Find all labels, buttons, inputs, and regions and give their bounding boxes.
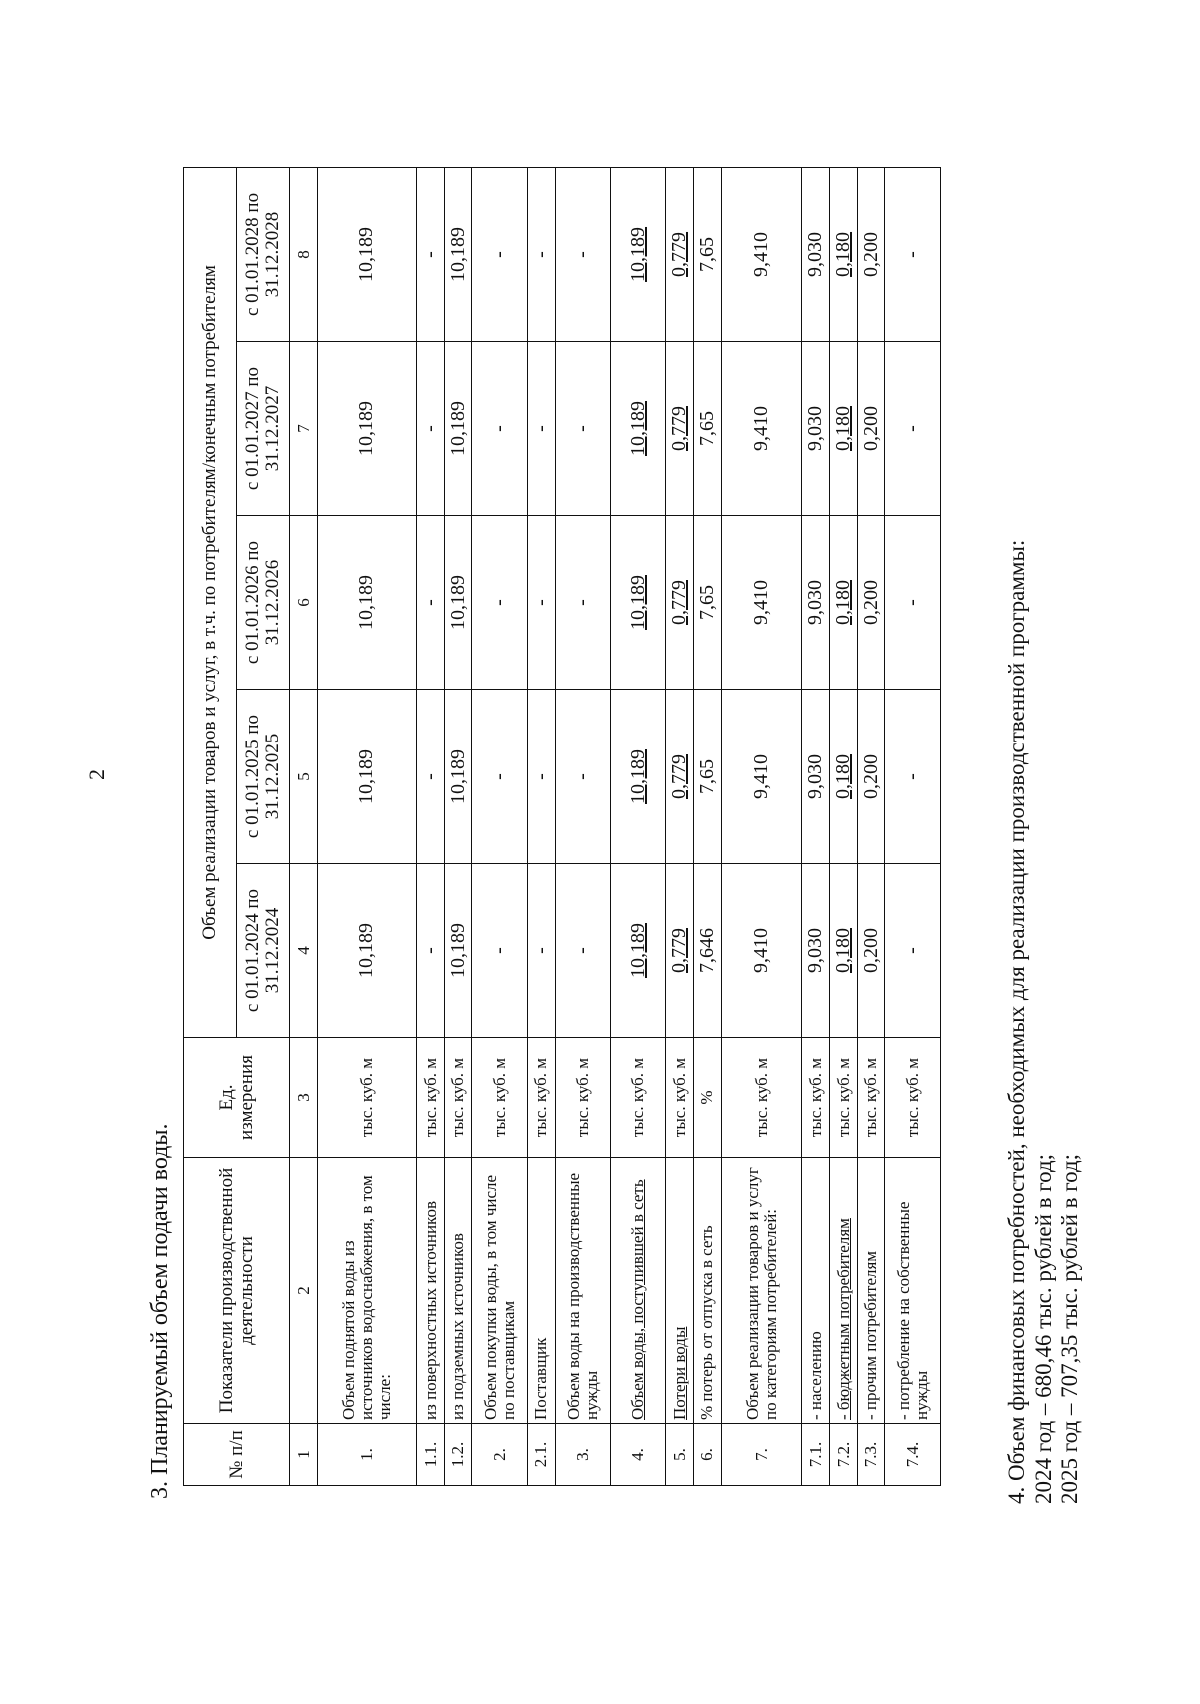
page-number: 2	[84, 769, 109, 780]
row-unit: тыс. куб. м	[885, 1038, 941, 1158]
column-number: 8	[290, 167, 318, 341]
row-value: 10,189	[317, 167, 416, 341]
row-value: 7,65	[693, 342, 721, 516]
row-value: 10,189	[444, 516, 472, 690]
row-value: -	[527, 342, 555, 516]
row-value: -	[417, 864, 445, 1038]
row-number: 7.3.	[857, 1424, 885, 1486]
row-value: 10,189	[444, 690, 472, 864]
row-value: 9,410	[721, 516, 802, 690]
column-number: 5	[290, 690, 318, 864]
row-value: -	[417, 342, 445, 516]
column-number: 6	[290, 516, 318, 690]
row-value: 0,180	[830, 167, 858, 341]
row-indicator: из подземных источников	[444, 1158, 472, 1424]
row-value: 9,410	[721, 690, 802, 864]
row-value: 7,646	[693, 864, 721, 1038]
row-number: 1.1.	[417, 1424, 445, 1486]
row-value: 9,410	[721, 342, 802, 516]
row-number: 3.	[555, 1424, 610, 1486]
row-value: 10,189	[317, 864, 416, 1038]
row-unit: тыс. куб. м	[444, 1038, 472, 1158]
row-unit: тыс. куб. м	[555, 1038, 610, 1158]
row-number: 7.4.	[885, 1424, 941, 1486]
header-row-1	[184, 167, 237, 1485]
row-unit: тыс. куб. м	[830, 1038, 858, 1158]
header-unit: Ед. измерения	[184, 1038, 290, 1158]
row-value: 9,410	[721, 864, 802, 1038]
row-value: -	[885, 167, 941, 341]
row-value: 10,189	[317, 342, 416, 516]
row-value: -	[527, 864, 555, 1038]
row-value: 0,180	[830, 690, 858, 864]
section-4	[1004, 540, 1084, 1504]
header-volume-group: Объем реализации товаров и услуг, в т.ч. по потребителям/конечным потребителям	[184, 167, 237, 1037]
row-value: 0,200	[857, 864, 885, 1038]
row-value: -	[885, 516, 941, 690]
row-value: 0,180	[830, 864, 858, 1038]
row-value: -	[527, 167, 555, 341]
row-unit: тыс. куб. м	[417, 1038, 445, 1158]
section-3-title: 3. Планируемый объем подачи воды.	[147, 1123, 173, 1499]
header-indicator: Показатели производственной деятельности	[184, 1158, 290, 1424]
row-value: 0,779	[666, 690, 694, 864]
row-value: 9,030	[802, 516, 830, 690]
table-row	[802, 167, 830, 1485]
row-value: 10,189	[444, 342, 472, 516]
header-period: с 01.01.2028 по 31.12.2028	[237, 167, 290, 341]
row-value: -	[885, 342, 941, 516]
table-row	[527, 167, 555, 1485]
row-value: -	[472, 167, 527, 341]
row-value: 9,030	[802, 167, 830, 341]
row-indicator: - прочим потребителям	[857, 1158, 885, 1424]
header-period: с 01.01.2027 по 31.12.2027	[237, 342, 290, 516]
table-row	[610, 167, 665, 1485]
row-value: 10,189	[317, 516, 416, 690]
row-value: -	[555, 516, 610, 690]
column-number: 4	[290, 864, 318, 1038]
header-period: с 01.01.2026 по 31.12.2026	[237, 516, 290, 690]
water-supply-table	[183, 167, 941, 1486]
financial-need-line: 2025 год – 707,35 тыс. рублей в год;	[1057, 1153, 1083, 1504]
row-number: 2.	[472, 1424, 527, 1486]
row-value: -	[417, 690, 445, 864]
row-number: 2.1.	[527, 1424, 555, 1486]
header-period: с 01.01.2024 по 31.12.2024	[237, 864, 290, 1038]
column-number: 1	[290, 1424, 318, 1486]
row-value: -	[555, 864, 610, 1038]
row-indicator: Потери воды	[666, 1158, 694, 1424]
row-value: -	[555, 690, 610, 864]
column-number-row	[290, 167, 318, 1485]
row-value: 9,030	[802, 690, 830, 864]
row-value: 0,200	[857, 342, 885, 516]
row-value: 7,65	[693, 690, 721, 864]
row-value: 0,779	[666, 342, 694, 516]
row-value: 10,189	[610, 864, 665, 1038]
table-row	[666, 167, 694, 1485]
row-value: 10,189	[444, 864, 472, 1038]
row-value: -	[885, 864, 941, 1038]
row-number: 1.2.	[444, 1424, 472, 1486]
row-value: 10,189	[610, 342, 665, 516]
row-value: 0,200	[857, 690, 885, 864]
row-value: 10,189	[444, 167, 472, 341]
column-number: 3	[290, 1038, 318, 1158]
column-number: 2	[290, 1158, 318, 1424]
row-unit: %	[693, 1038, 721, 1158]
table-row	[885, 167, 941, 1485]
row-unit: тыс. куб. м	[527, 1038, 555, 1158]
section-4-title: 4. Объем финансовых потребностей, необходимых для реализации производственной программы:	[1004, 539, 1029, 1504]
row-value: -	[555, 167, 610, 341]
row-number: 5.	[666, 1424, 694, 1486]
row-unit: тыс. куб. м	[610, 1038, 665, 1158]
table-row	[444, 167, 472, 1485]
row-number: 4.	[610, 1424, 665, 1486]
row-value: 0,779	[666, 864, 694, 1038]
financial-need-line: 2024 год – 680,46 тыс. рублей в год;	[1030, 1153, 1056, 1504]
column-number: 7	[290, 342, 318, 516]
row-value: 7,65	[693, 516, 721, 690]
row-value: 0,180	[830, 516, 858, 690]
row-unit: тыс. куб. м	[472, 1038, 527, 1158]
row-value: 0,200	[857, 167, 885, 341]
row-number: 7.	[721, 1424, 802, 1486]
row-value: -	[527, 690, 555, 864]
row-number: 7.1.	[802, 1424, 830, 1486]
row-indicator: - бюджетным потребителям	[830, 1158, 858, 1424]
row-value: 7,65	[693, 167, 721, 341]
row-value: -	[527, 516, 555, 690]
row-indicator: Объем покупки воды, в том числе по поставщикам	[472, 1158, 527, 1424]
row-value: -	[417, 167, 445, 341]
row-value: -	[417, 516, 445, 690]
row-value: 10,189	[610, 516, 665, 690]
table-row	[857, 167, 885, 1485]
row-value: -	[472, 516, 527, 690]
row-indicator: - потребление на собственные нужды	[885, 1158, 941, 1424]
table-row	[830, 167, 858, 1485]
table-row	[693, 167, 721, 1485]
row-value: 9,030	[802, 342, 830, 516]
row-indicator: Поставщик	[527, 1158, 555, 1424]
header-period: с 01.01.2025 по 31.12.2025	[237, 690, 290, 864]
row-number: 7.2.	[830, 1424, 858, 1486]
row-value: -	[472, 342, 527, 516]
table-row	[417, 167, 445, 1485]
row-unit: тыс. куб. м	[666, 1038, 694, 1158]
row-indicator: Объем реализации товаров и услуг по категориям потребителей:	[721, 1158, 802, 1424]
table-row	[555, 167, 610, 1485]
row-indicator: - населению	[802, 1158, 830, 1424]
row-value: -	[472, 864, 527, 1038]
row-indicator: из поверхностных источников	[417, 1158, 445, 1424]
row-value: -	[472, 690, 527, 864]
table-row	[472, 167, 527, 1485]
table-row	[317, 167, 416, 1485]
row-value: 9,030	[802, 864, 830, 1038]
row-value: 10,189	[317, 690, 416, 864]
row-value: 0,180	[830, 342, 858, 516]
row-value: 0,779	[666, 167, 694, 341]
row-number: 6.	[693, 1424, 721, 1486]
row-value: -	[555, 342, 610, 516]
row-value: -	[885, 690, 941, 864]
row-unit: тыс. куб. м	[857, 1038, 885, 1158]
table-row	[721, 167, 802, 1485]
row-unit: тыс. куб. м	[721, 1038, 802, 1158]
row-unit: тыс. куб. м	[317, 1038, 416, 1158]
row-indicator: Объем воды на производственные нужды	[555, 1158, 610, 1424]
row-value: 10,189	[610, 167, 665, 341]
row-value: 0,779	[666, 516, 694, 690]
row-unit: тыс. куб. м	[802, 1038, 830, 1158]
row-indicator: Объем поднятой воды из источников водоснабжения, в том числе:	[317, 1158, 416, 1424]
row-value: 9,410	[721, 167, 802, 341]
row-indicator: % потерь от отпуска в сеть	[693, 1158, 721, 1424]
row-value: 10,189	[610, 690, 665, 864]
row-number: 1.	[317, 1424, 416, 1486]
row-indicator: Объем воды, поступившей в сеть	[610, 1158, 665, 1424]
row-value: 0,200	[857, 516, 885, 690]
header-no: № п/п	[184, 1424, 290, 1486]
